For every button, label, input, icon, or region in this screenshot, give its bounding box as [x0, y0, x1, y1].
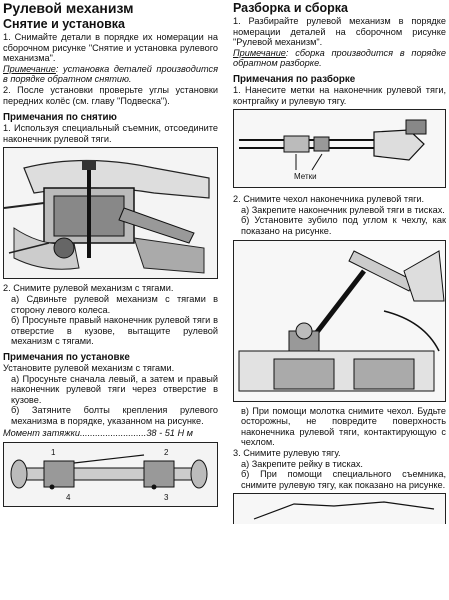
tie-rod-marks-illustration — [234, 110, 445, 187]
install-intro: Установите рулевой механизм с тягами. — [3, 362, 175, 373]
disassembly-notes-heading: Примечания по разборке — [233, 73, 356, 85]
removal-step-1: 1. Используя специальный съемник, отсоедините наконечник рулевой тяги. — [3, 123, 218, 144]
torque-value: 38 - 51 Н м — [146, 428, 193, 439]
tie-rod-marks-figure — [233, 109, 446, 188]
removal-step-2: 2. Снимите рулевой механизм с тягами. — [3, 283, 174, 294]
install-step-a: а) Просуньте сначала левый, а затем и правый наконечник рулевой тяги через отверстие в кузове. — [11, 373, 218, 405]
marks-label: Метки — [294, 172, 317, 182]
note-assembly-order — [233, 48, 446, 69]
disassembly-note-3a: а) Закрепите рейку в тисках. — [241, 458, 363, 469]
torque-dots: .......................... — [79, 428, 147, 439]
tie-rod-removal-illustration — [234, 494, 445, 524]
paragraph-step-2: 2. После установки проверьте углы установки передних колёс (см. главу "Подвеска"). — [3, 84, 218, 106]
disassembly-note-2c: в) При помощи молотка снимите чехол. Будьте осторожны, не повредите поверхность наконечника рулевой тяги, контактирующую с чехлом. — [241, 405, 446, 448]
page-title: Рулевой механизм — [3, 0, 134, 16]
right-column — [233, 0, 446, 524]
note-removal-order — [3, 64, 218, 85]
torque-label: Момент затяжки — [3, 428, 80, 439]
note-label: Примечание — [3, 63, 56, 74]
note-text: : установка деталей производится в порядке обратном снятию. — [3, 63, 218, 85]
bolt-label-1: 1 — [51, 448, 56, 458]
torque-spec — [3, 428, 218, 439]
disassembly-note-1: 1. Нанесите метки на наконечник рулевой тяги, контргайку и рулевую тягу. — [233, 84, 446, 106]
tie-rod-puller-figure — [3, 147, 218, 279]
disassembly-note-2: 2. Снимите чехол наконечника рулевой тяги. — [233, 194, 425, 205]
install-notes-heading: Примечания по установке — [3, 351, 130, 363]
disassembly-note-3b: б) При помощи специального съемника, снимите рулевую тягу, как показано на рисунке. — [241, 469, 446, 490]
steering-gear-illustration — [4, 443, 217, 506]
boot-removal-figure — [233, 240, 446, 402]
steering-gear-bolt-order-figure — [3, 442, 218, 507]
bolt-label-2: 2 — [164, 448, 169, 458]
disassembly-note-3: 3. Снимите рулевую тягу. — [233, 447, 341, 458]
tie-rod-puller-illustration — [4, 148, 217, 278]
bolt-label-3: 3 — [164, 493, 169, 503]
disassembly-note-2b: б) Установите зубило под углом к чехлу, как показано на рисунке. — [241, 215, 446, 236]
removal-step-2b: б) Просуньте правый наконечник рулевой тяги в отверстие в кузове, вытащите рулевой механизм с тягами. — [11, 315, 218, 347]
section-heading-removal-installation: Снятие и установка — [3, 17, 126, 31]
section-heading-disassembly-assembly: Разборка и сборка — [233, 1, 348, 15]
disassembly-note-2a: а) Закрепите наконечник рулевой тяги в тисках. — [241, 204, 445, 215]
note-label-right: Примечание — [233, 47, 286, 58]
bolt-label-4: 4 — [66, 493, 71, 503]
paragraph-step-1: 1. Снимайте детали в порядке их номерации на сборочном рисунке "Снятие и установка рулевого механизма". — [3, 32, 218, 64]
tie-rod-removal-figure — [233, 493, 446, 524]
left-column — [3, 0, 218, 507]
note-text-right: : сборка производится в порядке обратном разборке. — [233, 47, 446, 69]
boot-removal-illustration — [234, 241, 445, 401]
install-step-b: б) Затяните болты крепления рулевого механизма в порядке, указанном на рисунке. — [11, 405, 218, 426]
disassembly-step-1: 1. Разбирайте рулевой механизм в порядке номерации деталей на сборочном рисунке "Рулевой механизм". — [233, 16, 446, 48]
removal-notes-heading: Примечания по снятию — [3, 112, 117, 124]
removal-step-2a: а) Сдвиньте рулевой механизм с тягами в сторону левого колеса. — [11, 293, 218, 315]
